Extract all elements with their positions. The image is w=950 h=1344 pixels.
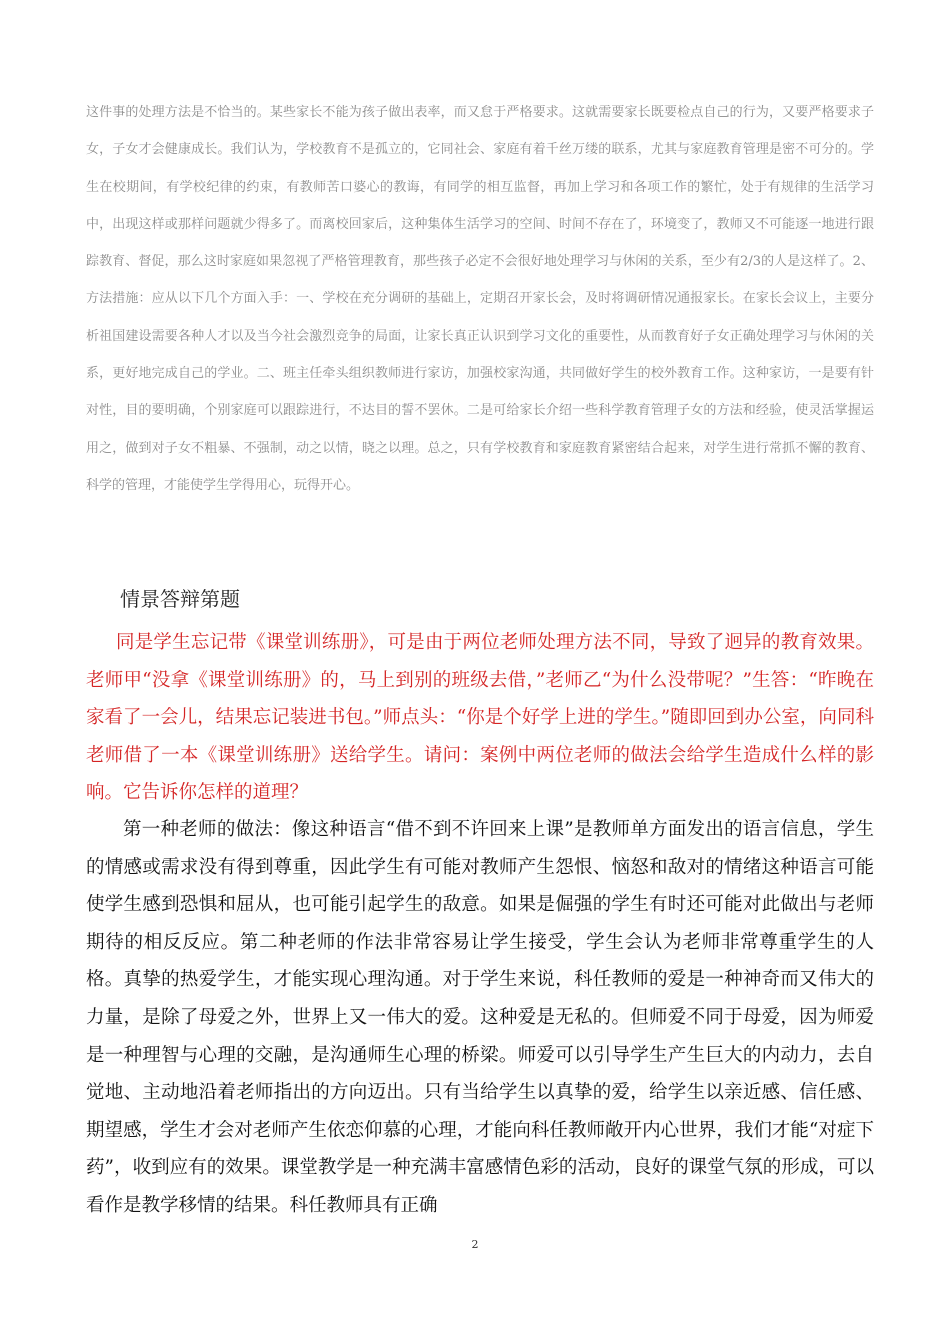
page-number: 2	[471, 1238, 479, 1251]
question-paragraph: 同是学生忘记带《课堂训练册》，可是由于两位老师处理方法不同，导致了迥异的教育效果。老师甲“没拿《课堂训练册》的，马上到别的班级去借，”老师乙“为什么没带呢？”生答：“昨晚在家看了一会儿，结果忘记装进书包。”师点头：“你是个好学上进的学生。”随即回到办公室，向同科老师借了一本《课堂训练册》送给学生。请问：案例中两位老师的做法会给学生造成什么样的影响。它告诉你怎样的道理？	[86, 632, 874, 803]
intro-paragraph: 这件事的处理方法是不恰当的。某些家长不能为孩子做出表率，而又怠于严格要求。这就需要家长既要检点自己的行为，又要严格要求子女，子女才会健康成长。我们认为，学校教育不是孤立的，它同社会、家庭有着千丝万缕的联系，尤其与家庭教育管理是密不可分的。学生在校期间，有学校纪律的约束，有教师苦口婆心的教诲，有同学的相互监督，再加上学习和各项工作的繁忙，处于有规律的生活学习中，出现这样或那样问题就少得多了。而离校回家后，这种集体生活学习的空间、时间不存在了，环境变了，教师又不可能逐一地进行跟踪教育、督促，那么这时家庭如果忽视了严格管理教育，那些孩子必定不会很好地处理学习与休闲的关系，至少有2/3的人是这样了。2、方法措施：应从以下几个方面入手：一、学校在充分调研的基础上，定期召开家长会，及时将调研情况通报家长。在家长会议上，主要分析祖国建设需要各种人才以及当今社会激烈竞争的局面，让家长真正认识到学习文化的重要性，从而教育好子女正确处理学习与休闲的关系，更好地完成自己的学业。二、班主任牵头组织教师进行家访，加强校家沟通，共同做好学生的校外教育工作。这种家访，一是要有针对性，目的要明确，个别家庭可以跟踪进行，不达目的誓不罢休。二是可给家长介绍一些科学教育管理子女的方法和经验，使灵活掌握运用之，做到对子女不粗暴、不强制，动之以情，晓之以理。总之，只有学校教育和家庭教育紧密结合起来，对学生进行常抓不懈的教育、科学的管理，才能使学生学得用心，玩得开心。	[86, 105, 874, 493]
section-heading: 情景答辩第题	[120, 587, 240, 611]
answer-paragraph: 第一种老师的做法：像这种语言“借不到不许回来上课”是教师单方面发出的语言信息，学生的情感或需求没有得到尊重，因此学生有可能对教师产生怨恨、恼怒和敌对的情绪这种语言可能使学生感到恐惧和屈从，也可能引起学生的敌意。如果是倔强的学生有时还可能对此做出与老师期待的相反反应。第二种老师的作法非常容易让学生接受，学生会认为老师非常尊重学生的人格。真挚的热爱学生，才能实现心理沟通。对于学生来说，科任教师的爱是一种神奇而又伟大的力量，是除了母爱之外，世界上又一伟大的爱。这种爱是无私的。但师爱不同于母爱，因为师爱是一种理智与心理的交融，是沟通师生心理的桥梁。师爱可以引导学生产生巨大的内动力，去自觉地、主动地沿着老师指出的方向迈出。只有当给学生以真挚的爱，给学生以亲近感、信任感、期望感，学生才会对老师产生依恋仰慕的心理，才能向科任教师敞开内心世界，我们才能“对症下药”，收到应有的效果。课堂教学是一种充满丰富感情色彩的活动，良好的课堂气氛的形成，可以看作是教学移情的结果。科任教师具有正确	[86, 819, 874, 1216]
